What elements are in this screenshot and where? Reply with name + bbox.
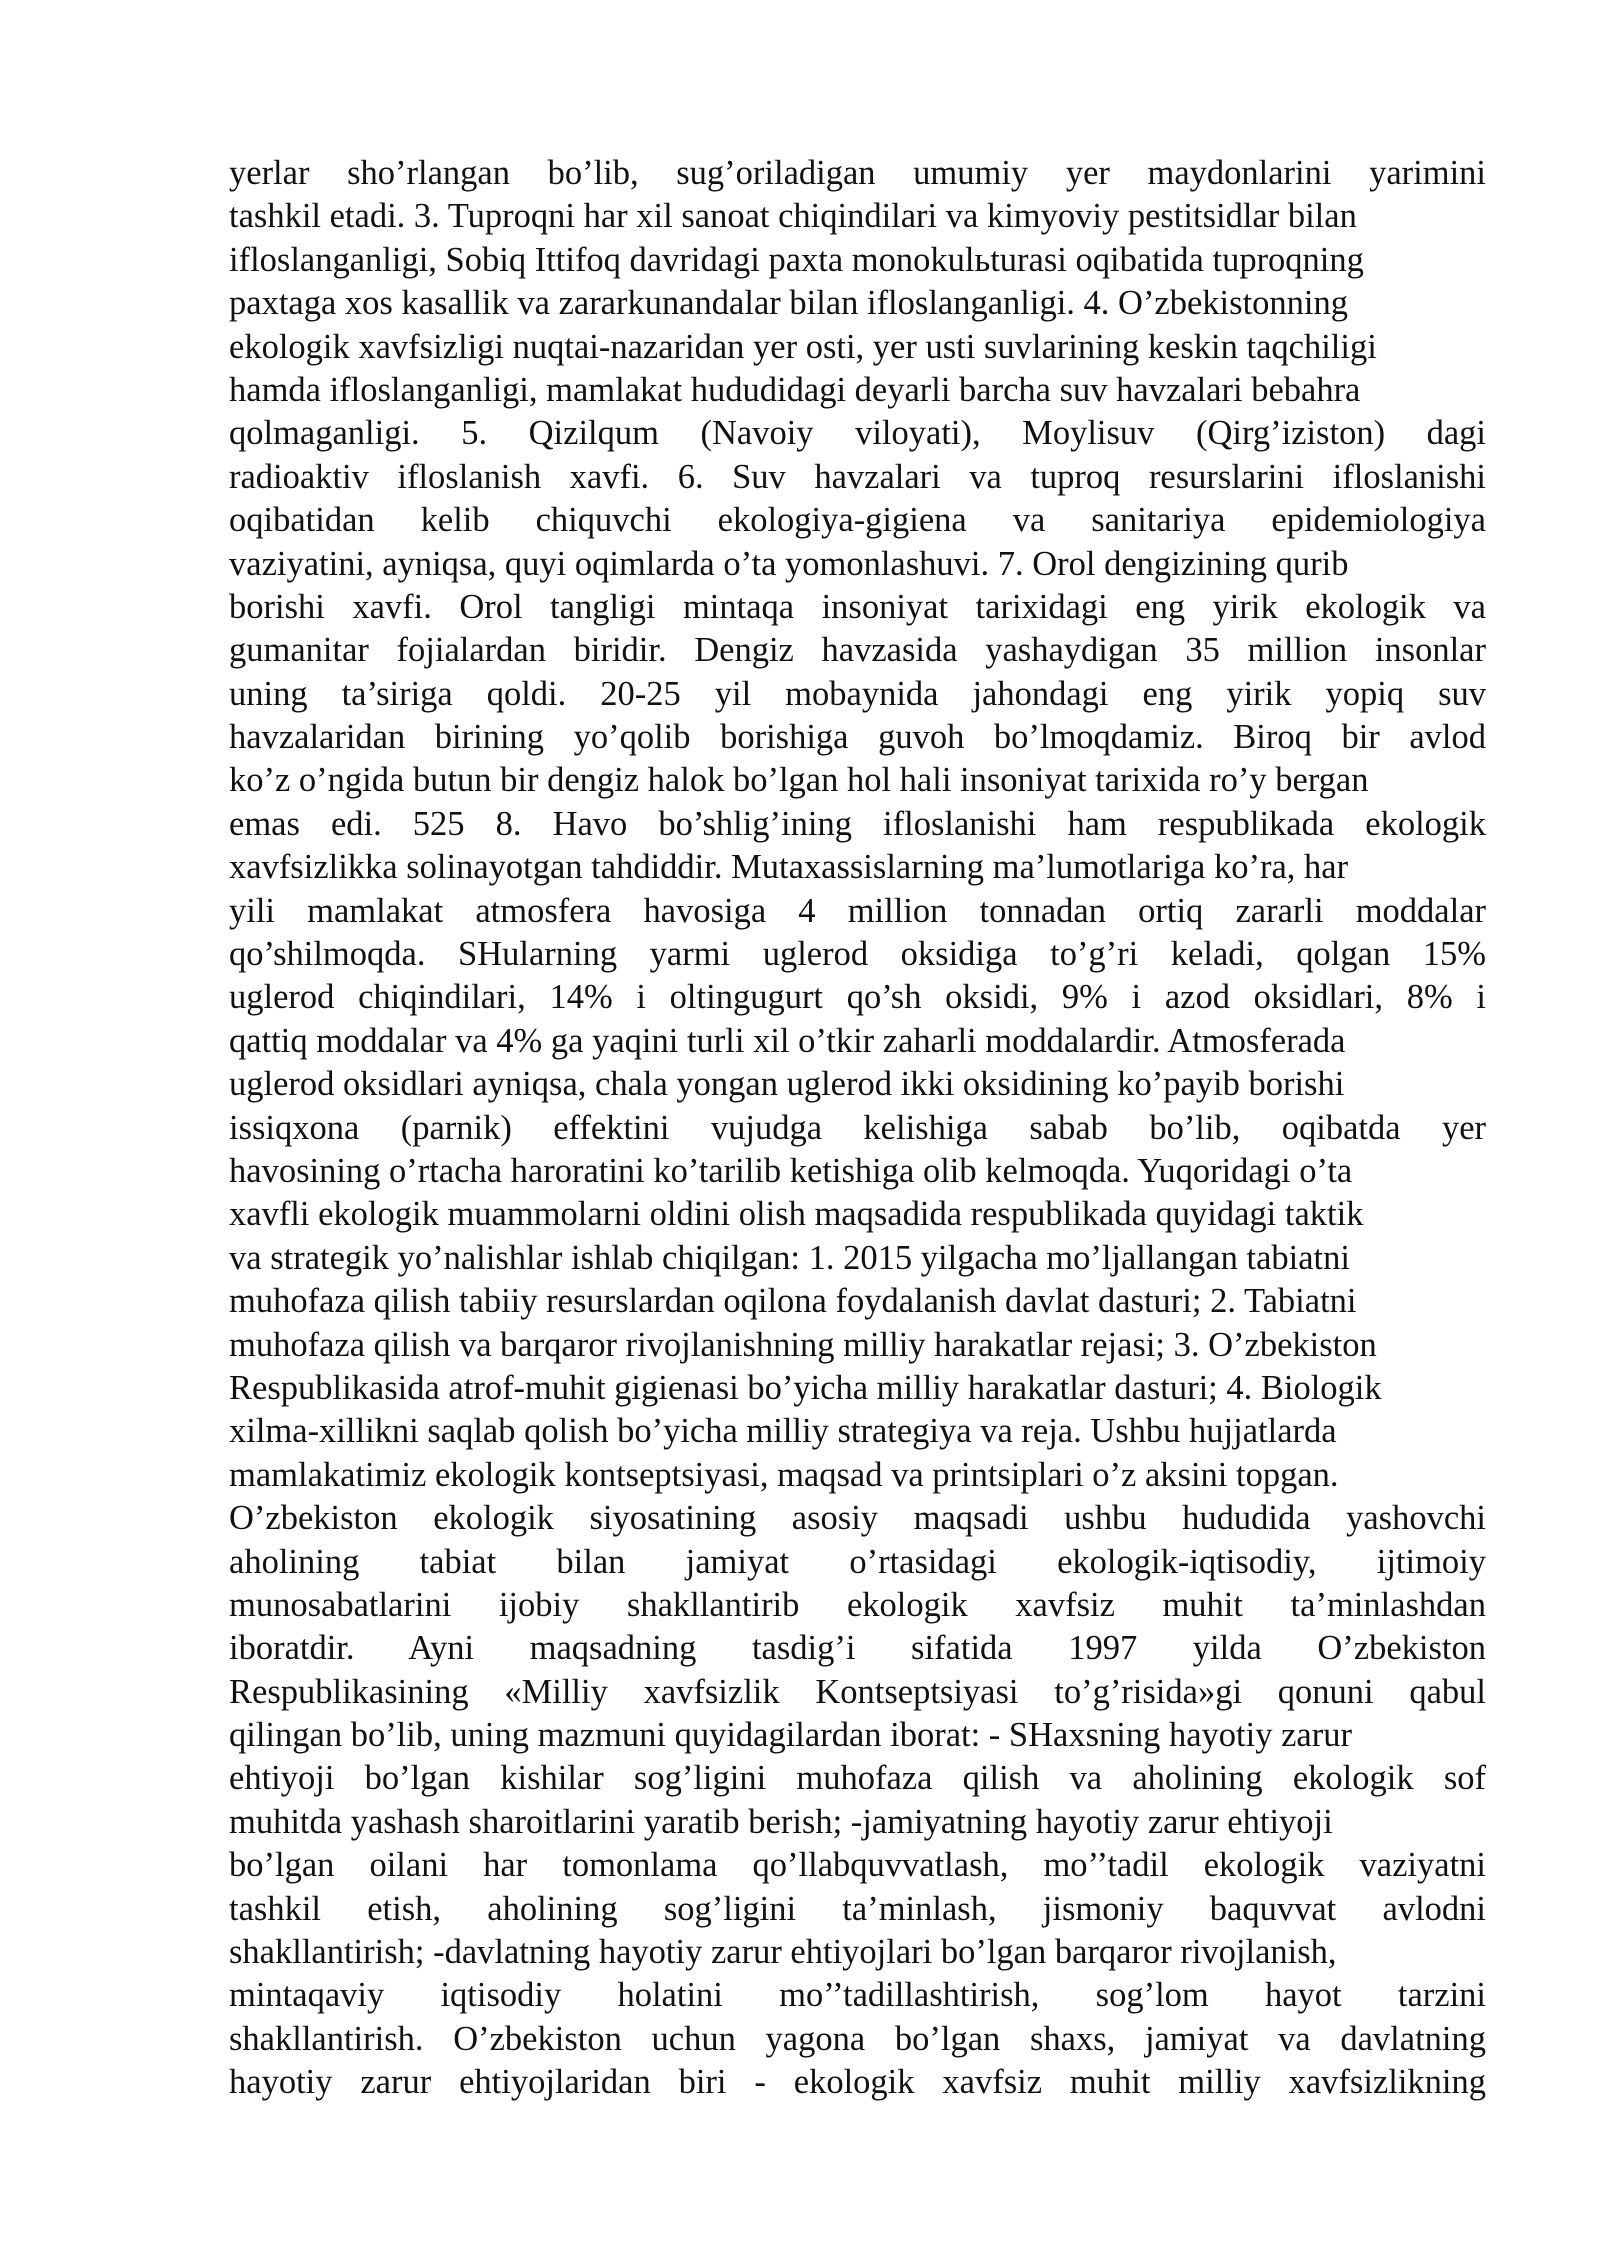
text-line: havzalaridan birining yo’qolib borishiga guvoh bo’lmoqdamiz. Biroq bir avlod	[229, 718, 1486, 757]
text-line: muhofaza qilish va barqaror rivojlanishning milliy harakatlar rejasi; 3. O’zbekiston	[229, 1325, 1377, 1364]
text-line: qilingan bo’lib, uning mazmuni quyidagilardan iborat: - SHaxsning hayotiy zarur	[229, 1716, 1352, 1755]
text-line: hayotiy zarur ehtiyojlaridan biri - ekologik xavfsiz muhit milliy xavfsizlikning	[229, 2063, 1486, 2102]
text-line: shakllantirish; -davlatning hayotiy zarur ehtiyojlari bo’lgan barqaror rivojlanish,	[229, 1933, 1337, 1972]
text-line: Respublikasining «Milliy xavfsizlik Kontseptsiyasi to’g’risida»gi qonuni qabul	[229, 1672, 1486, 1711]
text-line: qo’shilmoqda. SHularning yarmi uglerod oksidiga to’g’ri keladi, qolgan 15%	[229, 935, 1486, 974]
text-line: oqibatidan kelib chiquvchi ekologiya-gigiena va sanitariya epidemiologiya	[229, 501, 1486, 540]
text-line: muhitda yashash sharoitlarini yaratib berish; -jamiyatning hayotiy zarur ehtiyoji	[229, 1802, 1333, 1841]
text-line: emas edi. 525 8. Havo bo’shlig’ining ifloslanishi ham respublikada ekologik	[229, 804, 1486, 843]
text-line: ko’z o’ngida butun bir dengiz halok bo’lgan hol hali insoniyat tarixida ro’y bergan	[229, 761, 1369, 800]
text-line: paxtaga xos kasallik va zararkunandalar bilan ifloslanganligi. 4. O’zbekistonning	[229, 284, 1348, 323]
text-line: yerlar sho’rlangan bo’lib, sug’oriladigan umumiy yer maydonlarini yarimini	[229, 154, 1486, 192]
text-line: mamlakatimiz ekologik kontseptsiyasi, maqsad va printsiplari o’z aksini topgan.	[229, 1455, 1339, 1494]
text-line: xavfli ekologik muammolarni oldini olish maqsadida respublikada quyidagi taktik	[229, 1195, 1364, 1234]
text-line: havosining o’rtacha haroratini ko’tarilib ketishiga olib kelmoqda. Yuqoridagi o’ta	[229, 1151, 1353, 1190]
text-line: ifloslanganligi, Sobiq Ittifoq davridagi paxta monokulьturasi oqibatida tuproqning	[229, 240, 1364, 279]
text-line: borishi xavfi. Orol tangligi mintaqa insoniyat tarixidagi eng yirik ekologik va	[229, 587, 1486, 626]
text-line: va strategik yo’nalishlar ishlab chiqilgan: 1. 2015 yilgacha mo’ljallangan tabiatni	[229, 1238, 1350, 1277]
text-line: radioaktiv ifloslanish xavfi. 6. Suv havzalari va tuproq resurslarini ifloslanishi	[229, 457, 1486, 496]
text-line: shakllantirish. O’zbekiston uchun yagona bo’lgan shaxs, jamiyat va davlatning	[229, 2019, 1486, 2058]
text-line: O’zbekiston ekologik siyosatining asosiy maqsadi ushbu hududida yashovchi	[229, 1499, 1486, 1538]
text-line: bo’lgan oilani har tomonlama qo’llabquvvatlash, mo’’tadil ekologik vaziyatni	[229, 1846, 1486, 1885]
text-line: yili mamlakat atmosfera havosiga 4 million tonnadan ortiq zararli moddalar	[229, 891, 1486, 930]
text-line: ekologik xavfsizligi nuqtai-nazaridan yer osti, yer usti suvlarining keskin taqchiligi	[229, 327, 1377, 366]
text-line: xilma-xillikni saqlab qolish bo’yicha milliy strategiya va reja. Ushbu hujjatlarda	[229, 1412, 1337, 1451]
text-line: iboratdir. Ayni maqsadning tasdig’i sifatida 1997 yilda O’zbekiston	[229, 1629, 1486, 1668]
text-line: tashkil etish, aholining sog’ligini ta’minlash, jismoniy baquvvat avlodni	[229, 1889, 1486, 1928]
text-line: munosabatlarini ijobiy shakllantirib ekologik xavfsiz muhit ta’minlashdan	[229, 1585, 1486, 1624]
text-line: muhofaza qilish tabiiy resurslardan oqilona foydalanish davlat dasturi; 2. Tabiatni	[229, 1282, 1357, 1321]
text-line: hamda ifloslanganligi, mamlakat hududidagi deyarli barcha suv havzalari bebahra	[229, 370, 1361, 409]
text-line: uglerod chiqindilari, 14% i oltingugurt qo’sh oksidi, 9% i azod oksidlari, 8% i	[229, 978, 1486, 1017]
text-line: aholining tabiat bilan jamiyat o’rtasidagi ekologik-iqtisodiy, ijtimoiy	[229, 1542, 1486, 1581]
text-line: ehtiyoji bo’lgan kishilar sog’ligini muhofaza qilish va aholining ekologik sof	[229, 1759, 1486, 1798]
body-text	[229, 152, 1486, 2105]
text-line: xavfsizlikka solinayotgan tahdiddir. Mutaxassislarning ma’lumotlariga ko’ra, har	[229, 848, 1349, 887]
text-line: Respublikasida atrof-muhit gigienasi bo’yicha milliy harakatlar dasturi; 4. Biologik	[229, 1368, 1382, 1407]
text-line: issiqxona (parnik) effektini vujudga kelishiga sabab bo’lib, oqibatda yer	[229, 1108, 1486, 1147]
text-line: tashkil etadi. 3. Tuproqni har xil sanoat chiqindilari va kimyoviy pestitsidlar bilan	[229, 197, 1357, 236]
text-line: qolmaganligi. 5. Qizilqum (Navoiy viloyati), Moylisuv (Qirg’iziston) dagi	[229, 414, 1486, 453]
text-line: vaziyatini, ayniqsa, quyi oqimlarda o’ta yomonlashuvi. 7. Orol dengizining qurib	[229, 544, 1349, 583]
text-line: uning ta’siriga qoldi. 20-25 yil mobaynida jahondagi eng yirik yopiq suv	[229, 674, 1486, 713]
text-line: uglerod oksidlari ayniqsa, chala yongan uglerod ikki oksidining ko’payib borishi	[229, 1065, 1345, 1104]
text-line: gumanitar fojialardan biridir. Dengiz havzasida yashaydigan 35 million insonlar	[229, 631, 1486, 670]
text-line: mintaqaviy iqtisodiy holatini mo’’tadillashtirish, sog’lom hayot tarzini	[229, 1976, 1486, 2015]
text-line: qattiq moddalar va 4% ga yaqini turli xil o’tkir zaharli moddalardir. Atmosferada	[229, 1021, 1346, 1060]
